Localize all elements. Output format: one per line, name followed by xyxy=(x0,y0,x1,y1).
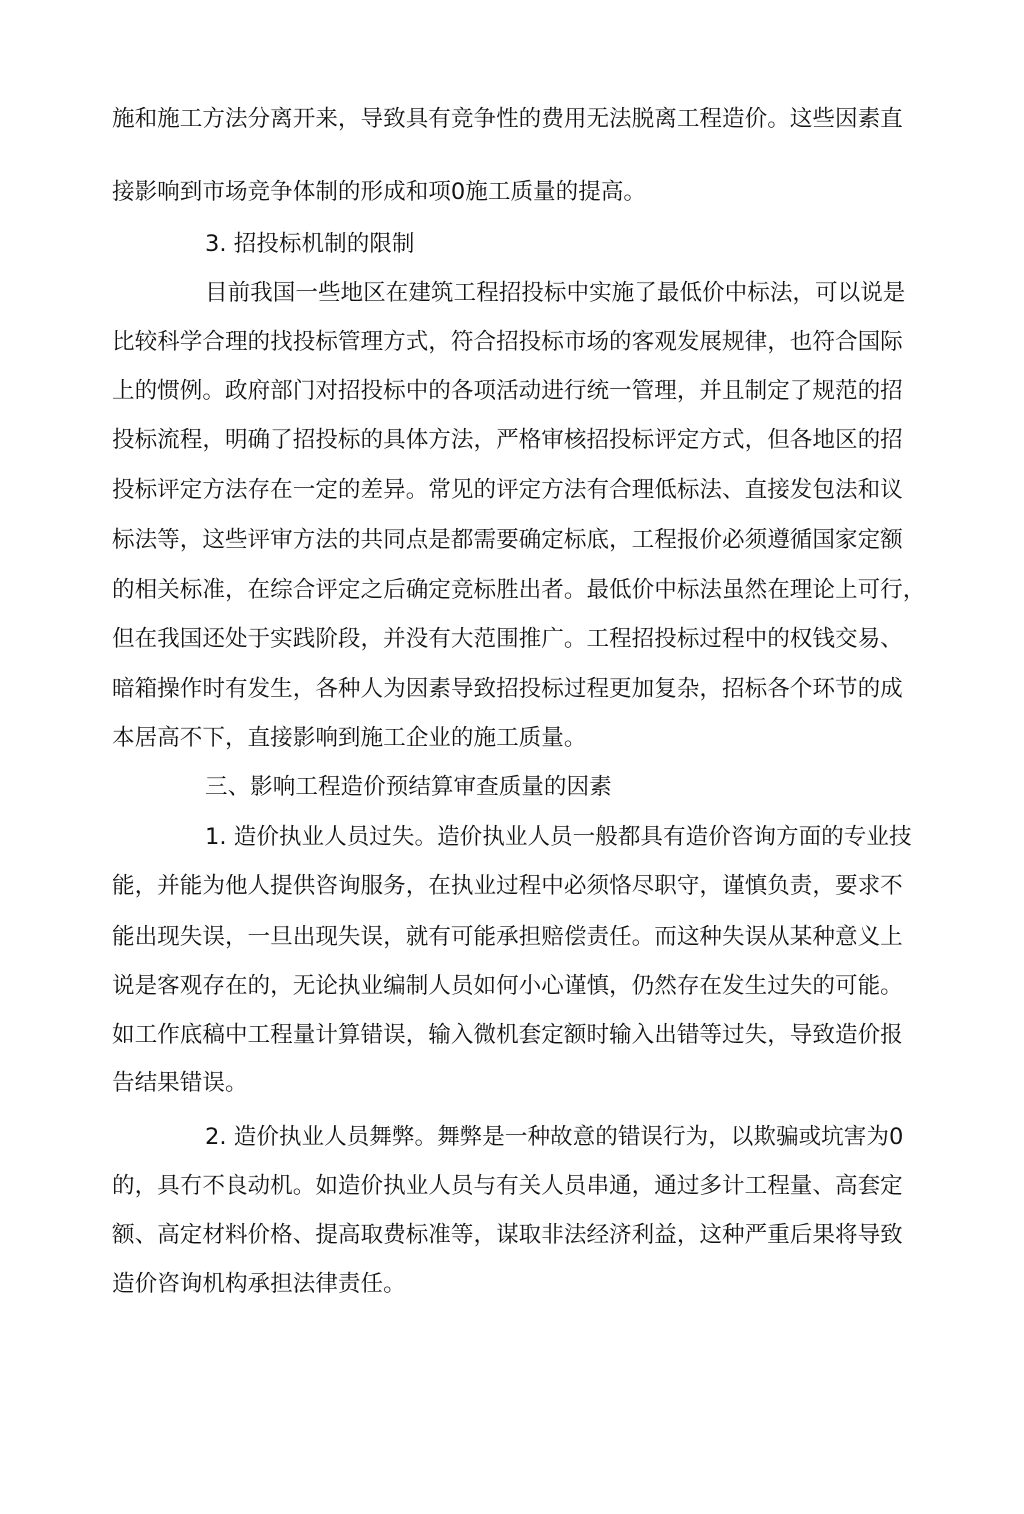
section-heading: 3. 招投标机制的限制 xyxy=(205,231,415,257)
text-line: 本居高不下，直接影响到施工企业的施工质量。 xyxy=(112,725,587,751)
text-line: 1. 造价执业人员过失。造价执业人员一般都具有造价咨询方面的专业技 xyxy=(205,824,912,850)
text-line: 说是客观存在的，无论执业编制人员如何小心谨慎，仍然存在发生过失的可能。 xyxy=(112,973,903,999)
text-line: 接影响到市场竞争体制的形成和项0施工质量的提高。 xyxy=(112,179,647,205)
text-line: 能出现失误，一旦出现失误，就有可能承担赔偿责任。而这种失误从某种意义上 xyxy=(112,924,903,950)
section-heading: 三、影响工程造价预结算审查质量的因素 xyxy=(205,774,612,800)
text-line: 告结果错误。 xyxy=(112,1070,248,1096)
text-line: 如工作底稿中工程量计算错误，输入微机套定额时输入出错等过失，导致造价报 xyxy=(112,1022,903,1048)
text-line: 能，并能为他人提供咨询服务，在执业过程中必须恪尽职守，谨慎负责，要求不 xyxy=(112,873,903,899)
text-line: 暗箱操作时有发生，各种人为因素导致招投标过程更加复杂，招标各个环节的成 xyxy=(112,676,903,702)
text-line: 但在我国还处于实践阶段，并没有大范围推广。工程招投标过程中的权钱交易、 xyxy=(112,626,903,652)
text-line: 造价咨询机构承担法律责任。 xyxy=(112,1271,406,1297)
text-line: 比较科学合理的找投标管理方式，符合招投标市场的客观发展规律，也符合国际 xyxy=(112,329,903,355)
text-line: 投标评定方法存在一定的差异。常见的评定方法有合理低标法、直接发包法和议 xyxy=(112,477,903,503)
text-line: 2. 造价执业人员舞弊。舞弊是一种故意的错误行为，以欺骗或坑害为0 xyxy=(205,1124,904,1150)
text-line: 额、高定材料价格、提高取费标准等，谋取非法经济利益，这种严重后果将导致 xyxy=(112,1222,903,1248)
text-line: 施和施工方法分离开来，导致具有竞争性的费用无法脱离工程造价。这些因素直 xyxy=(112,106,903,132)
text-line: 目前我国一些地区在建筑工程招投标中实施了最低价中标法，可以说是 xyxy=(205,280,906,306)
text-line: 的相关标准，在综合评定之后确定竞标胜出者。最低价中标法虽然在理论上可行， xyxy=(112,577,926,603)
text-line: 投标流程，明确了招投标的具体方法，严格审核招投标评定方式，但各地区的招 xyxy=(112,427,903,453)
text-line: 上的惯例。政府部门对招投标中的各项活动进行统一管理，并且制定了规范的招 xyxy=(112,378,903,404)
text-line: 的，具冇不良动机。如造价执业人员与有关人员串通，通过多计工程量、高套定 xyxy=(112,1173,903,1199)
text-line: 标法等，这些评审方法的共同点是都需要确定标底，工程报价必须遵循国家定额 xyxy=(112,527,903,553)
